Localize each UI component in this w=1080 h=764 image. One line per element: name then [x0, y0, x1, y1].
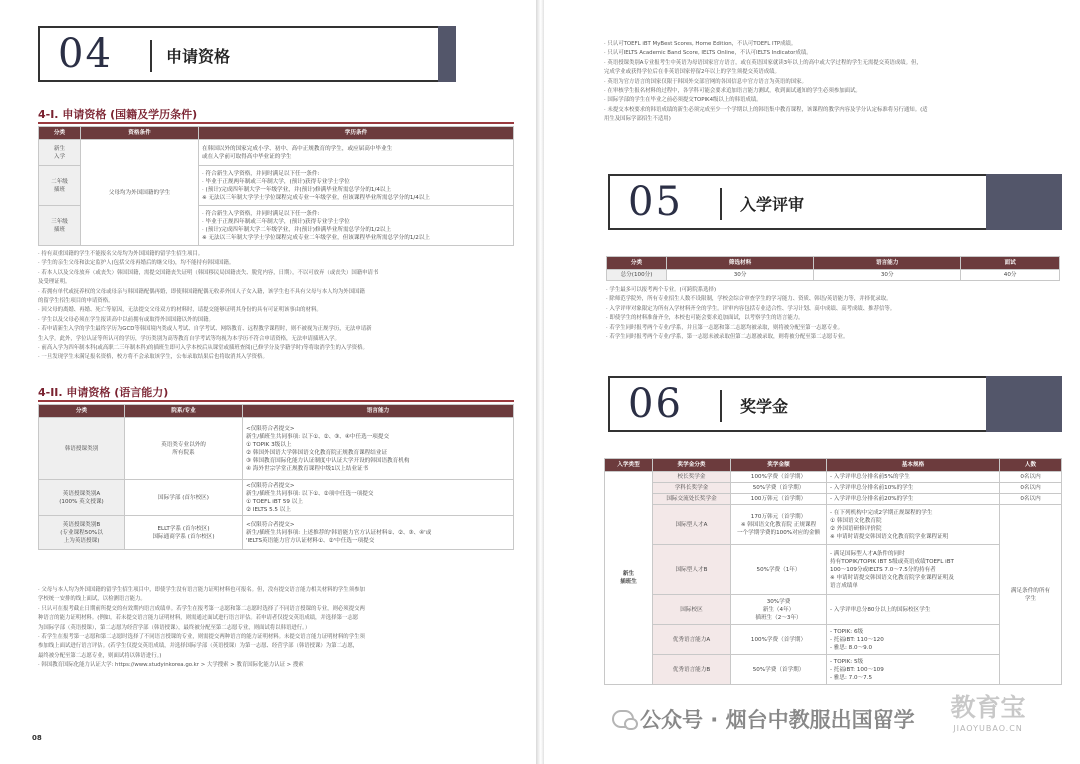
row-category: 韩语授课类别	[39, 418, 125, 480]
scholarship-name: 国际型人才A	[653, 505, 731, 545]
watermark-logo: 教育宝	[950, 693, 1026, 722]
th-scholarship: 奖学金分类	[653, 459, 731, 472]
note-line: · 韩国教育国际化能力认证大学: https://www.studyinkorea.go.kr > 大学搜索 > 教育国际化能力认证 > 搜索	[38, 662, 304, 669]
page-number: 08	[32, 734, 42, 742]
note-line: · 若学生同时报考两个专业/学系，并且第一志愿和第二志愿均被录取，则将被分配至第一志愿专业。	[606, 324, 844, 331]
heading-4-1: 4-I. 申请资格 (国籍及学历条件)	[38, 108, 198, 121]
note-line: · 若拥有单代或抚养权的父母或母亲与韩国籍配偶再婚，即使韩国籍配偶无收养外国人子女入籍，该学生也不具有父母与本人均为外国国籍	[38, 288, 365, 295]
scholarship-people: 0名以内	[1000, 483, 1062, 494]
wechat-watermark	[612, 706, 915, 732]
th-interview: 面试	[961, 257, 1060, 270]
note-line: · 只认可IELTS Academic Band Score, IELTS Online，不认可IELTS Indicator成绩。	[604, 50, 812, 57]
section-title: 奖学金	[740, 397, 789, 416]
language-notes	[38, 586, 514, 671]
scholarship-spec: - 入学评审总分排名前5%的学生	[827, 472, 1000, 483]
scholarship-spec: - TOPIK: 6级 - 托福iBT: 110～120 - 雅思: 8.0～9.0	[827, 625, 1000, 655]
note-line: · 若本人以及父母放弃（或丧失）韩国国籍，需提交国籍丧失证明（韩国移民局国籍丧失、脱党内容，日期），不以可放弃（或丧失）国籍申请书	[38, 269, 379, 276]
row-major: 英语类专业以外的 所有院系	[125, 418, 243, 480]
row-requirement: <仅限符合者提交> 新生/插班生共同事项: 以下①、②、③、④中任选一项提交 ① TOPIK 3级以上 ② 韩国外国语大学韩国语文化教育院正规教育课程结业证 ③ 韩国教育国际化能力认证制度中认证大学开设的韩国语教育机构 ④ 海外世宗学堂正规教育课程中级1以上结业证书	[243, 418, 514, 480]
th-documents: 筛选材料	[667, 257, 814, 270]
section-05-banner	[608, 174, 1062, 230]
th-category: 分类	[607, 257, 667, 270]
people-merged: 满足条件的所有 学生	[1000, 505, 1062, 685]
scholarship-spec: - TOPIK: 5级 - 托福iBT: 100～109 - 雅思: 7.0～7.5	[827, 655, 1000, 685]
row-condition: 在韩国以外的国家完成小学、初中、高中正规教育的学生，或应届高中毕业生 或在入学前可取得高中毕业证的学生	[199, 140, 514, 166]
scholarship-name: 校长奖学金	[653, 472, 731, 483]
scholarship-name: 优秀语言能力A	[653, 625, 731, 655]
section-title: 入学评审	[740, 195, 805, 214]
th-category: 分类	[39, 405, 125, 418]
type-label: 新生 插班生	[605, 472, 653, 685]
scholarship-table	[604, 458, 1062, 685]
right-page	[544, 6, 1072, 758]
th-type: 入学类型	[605, 459, 653, 472]
total-score-label: 总分(100分)	[607, 270, 667, 281]
scholarship-amount: 50%学费（首学期）	[731, 483, 827, 494]
th-spec: 基本规格	[827, 459, 1000, 472]
scholarship-name: 学科长奖学金	[653, 483, 731, 494]
wechat-icon	[612, 710, 634, 728]
section-title: 申请资格	[166, 47, 231, 66]
note-line: · 即使学生的材料准备齐全，本校也可能会要求追加面试，以考察学生的语言能力。	[606, 315, 804, 322]
note-line: · 学生最多可以报考两个专业。(可跨院系选择)	[606, 287, 717, 293]
language-table	[38, 404, 514, 550]
book-spine	[536, 0, 544, 764]
note-line: · 在审核学生报名材料的过程中，各学科可能会要求追加语言能力测试，收到面试通知的学生必须参加面试。	[604, 88, 861, 95]
note-line: 种语言的能力证明材料。(例如，若未提交语言能力证明材料，则需通过面试进行语言评估。若申请者仅提交英语成绩，并选择第一志愿	[38, 615, 359, 622]
site-watermark	[932, 688, 1044, 740]
section-06-banner	[608, 376, 1062, 432]
note-line: 参加线上面试进行语言评估。(若学生仅提交英语成绩，并选择国际学部（英语授课）为第一志愿、经营学部（韩语授课）为第二志愿，	[38, 643, 359, 650]
section-number: 06	[628, 381, 683, 427]
scholarship-name: 国际校区	[653, 595, 731, 625]
interview-score: 40分	[961, 270, 1060, 281]
note-line: · 未提交本校要求的韩语成绩的新生必须完成至少一个学期以上的韩语集中教育课程，该课程的教学内容及学分认定标准将另行通知。(适	[604, 106, 928, 113]
note-line: · 父母与本人均为外国国籍的留学生招生项目中，即使学生没有语言能力证明材料也可报名。但，没有提交语言能力相关材料的学生须参加	[38, 587, 365, 593]
note-line: 完成学业或获得学位后在非英语国家停留2年以上的学生须提交英语成绩。	[604, 69, 780, 76]
row-requirement: <仅限符合者提交> 新生/插班生共同事项: 上述推荐的'韩语能力官方认证材料①、②、③、④'或 'IELTS英语能力官方认证材料①、②'中任选一项提交	[243, 516, 514, 550]
note-line: 学校统一安排的线上面试，以检测语言能力。	[38, 596, 146, 603]
section-number: 04	[58, 31, 113, 77]
note-line: 生入学。此外，学位认证等所认可的学历，学历类别为高等教育自学考试等均视为本学历不符合申请资格，无法申请插班入学。	[38, 335, 340, 342]
eligibility-table	[38, 126, 514, 246]
row-condition: · 符合新生入学资格，并同时满足以下任一条件: · 毕业于正规四年制或三年制大学，(预计)获得专业学士学位 · (预计)完成四年制大学二年级学业，并(预计)修满毕业所需总学分的1/2以上 ※ 无法以三年制大学学士学位课程完成专业二年级学业，但该课程毕业所需总学分的1/2以上	[199, 206, 514, 246]
note-line: · 若学生在报考第一志愿和第二志愿时选择了不同语言授课的专业，则需提交两种语言的能力证明材料。未提交语言能力证明材料的学生须	[38, 634, 365, 641]
note-line: · 一旦发现学生未满足报名资格，校方将不会录取该学生，公布录取结果后也将取消其入学资格。	[38, 354, 268, 361]
note-line: 最终被分配至第二志愿专业，则面试将以韩语进行。)	[38, 652, 162, 659]
note-line: · 只认可在报考截止日期前所提交的有效期内语言成绩单。若学生在报考第一志愿和第二志愿时选择了不同语言授课的专业，则必须提交两	[38, 605, 365, 612]
watermark-text: 公众号 · 烟台中教服出国留学	[640, 708, 915, 732]
note-line: · 学生的亲生父母和法定监护人(包括父母再婚后的继父母)，均不能持有韩国国籍。	[38, 260, 235, 267]
scholarship-amount: 170万韩元（首学期） ※ 韩国语文化教育院 正规课程 一个学期学费的100%对应的金额	[731, 505, 827, 545]
th-language: 语言能力	[243, 405, 514, 418]
heading-4-2: 4-II. 申请资格 (语言能力)	[38, 386, 169, 399]
row-major: ELLT学系 (首尔校区) 国际通商学系 (首尔校区)	[125, 516, 243, 550]
scholarship-name: 优秀语言能力B	[653, 655, 731, 685]
note-line: · 国际学部的学生在毕业之前必须提交TOPIK4级以上的韩语成绩。	[604, 97, 762, 104]
eligibility-notes	[38, 250, 514, 363]
scholarship-spec: - 在下列机构中完成2学期正规课程的学生 ① 韩国语文化教育院 ② 外国语研修评价院 ※ 申请时请提交韩国语文化教育院学业课程证明	[827, 505, 1000, 545]
note-line: · 入学评审对象限定为所有入学材料齐全的学生。评审内容包括专业适合性、学习计划、高中成绩、高考成绩、推荐信等。	[606, 305, 896, 312]
evaluation-notes	[606, 286, 1062, 342]
condition-cell: 父母均为外国国籍的学生	[81, 140, 199, 246]
scholarship-name: 国际交流处长奖学金	[653, 494, 731, 505]
language-score: 30分	[814, 270, 961, 281]
row-category: 三年级 插班	[39, 206, 81, 246]
note-line: · 持有双重国籍的学生不能报名父母均为外国国籍的留学生招生项目。	[38, 251, 204, 257]
scholarship-people: 0名以内	[1000, 494, 1062, 505]
th-people: 人数	[1000, 459, 1062, 472]
top-notes	[604, 40, 1064, 125]
documents-score: 30分	[667, 270, 814, 281]
watermark-site: JIAOYUBAO.CN	[953, 724, 1023, 733]
scholarship-amount: 100%学费（首学期）	[731, 625, 827, 655]
scholarship-amount: 30%学费 新生（4年） 插班生（2～3年）	[731, 595, 827, 625]
note-line: 为国际学部（英语授课），第二志愿为经营学部（韩语授课），最终被分配至第二志愿专业，则面试将以韩语进行。）	[38, 624, 311, 631]
scholarship-spec: - 入学评审总分排名前10%的学生	[827, 483, 1000, 494]
left-page	[8, 6, 536, 758]
note-line: · 因父母的离婚、再婚、死亡等原因，无法提交父母双方的材料时，请提交能够证明其身份的具有可证明该事由的材料。	[38, 307, 322, 314]
scholarship-amount: 100万韩元（首学期）	[731, 494, 827, 505]
note-line: 及受理证明。	[38, 279, 71, 286]
th-condition: 资格条件	[81, 127, 199, 140]
scholarship-amount: 50%学费（1年）	[731, 545, 827, 595]
scholarship-people: 0名以内	[1000, 472, 1062, 483]
th-language: 语言能力	[814, 257, 961, 270]
row-category: 英语授课类别A (100% 英文授课)	[39, 480, 125, 516]
note-line: · 学生以及父母必须在学生报读高中以前拥有或取得外国国籍以外的国籍。	[38, 316, 214, 323]
note-line: · 英语授课类别A专业报考生中英语为母语国家官方语言，或在英语国家就读3年以上的高中或大学过程的学生无需提交英语成绩。但，	[604, 59, 922, 66]
th-major: 院系/专业	[125, 405, 243, 418]
row-category: 新生 入学	[39, 140, 81, 166]
scholarship-name: 国际型人才B	[653, 545, 731, 595]
row-category: 英语授课类别B (专业课程50%以 上为英语授课)	[39, 516, 125, 550]
th-education: 学历条件	[199, 127, 514, 140]
note-line: · 只认可TOEFL iBT MyBest Scores, Home Edition，不认可TOEFL ITP成绩。	[604, 41, 797, 47]
note-line: · 除师范学院外，所有专业招生人数不设限制，学校会综合审查学生的学习能力、资质、韩语/英语能力等，并择优录取。	[606, 296, 892, 303]
section-04-banner	[38, 26, 456, 82]
scholarship-spec: - 入学评审总分排名前20%的学生	[827, 494, 1000, 505]
scholarship-spec: - 入学评审总分80分以上的国际校区学生	[827, 595, 1000, 625]
note-line: · 英语为官方语言的国家仅限于韩国外交部官网的各国信息中官方语言为英语的国家。	[604, 78, 807, 85]
row-category: 二年级 插班	[39, 166, 81, 206]
row-condition: · 符合新生入学资格，并同时满足以下任一条件: · 毕业于正规两年制或三年制大学，(预计)获得专业学士学位 · (预计)完成四年制大学一年级学业，并(预计)修满毕业所需总学分的1/4以上 ※ 无法以三年制大学学士学位课程完成专业一年级学业，但该课程毕业所需总学分的1/4以上	[199, 166, 514, 206]
section-number: 05	[628, 179, 683, 225]
note-line: · 前高入学为四年制本科(或高职二三年制本科)的插班生即可入学本校后从课堂或插班查阅(已修学分及学籍学时)等将取消学生的入学资格。	[38, 345, 368, 352]
scholarship-spec: - 满足国际型人才A条件的同时 持有TOPIK/TOPIK IBT 5级或英语成绩TOEFL iBT 100～109分或IELTS 7.0～7.5分的持有者 ※ 申请时请提交韩国语文化教育院学业课程证明及 语言成绩单	[827, 545, 1000, 595]
note-line: · 若申请新生入学的学生最终学历为GCD等韩国境内类或人考试、自学考试、网络教育、远程教学课程时，则不被视为正规学历，无法申请新	[38, 326, 372, 333]
note-line: · 若学生同时报考两个专业/学系，第一志愿未被录取但第二志愿被录取，则将被分配至第二志愿专业。	[606, 334, 849, 341]
scholarship-amount: 50%学费（首学期）	[731, 655, 827, 685]
th-category: 分类	[39, 127, 81, 140]
row-requirement: <仅限符合者提交> 新生/插班生共同事项: 以下①、②项中任选一项提交 ① TOEFL iBT 59 以上 ② IELTS 5.5 以上	[243, 480, 514, 516]
row-major: 国际学部 (首尔校区)	[125, 480, 243, 516]
note-line: 的留学生招生项目的申请资格。	[38, 298, 114, 305]
note-line: 用生及国际学部招生不适用)	[604, 116, 671, 123]
th-amount: 奖学金额	[731, 459, 827, 472]
evaluation-table	[606, 256, 1060, 281]
scholarship-amount: 100%学费（首学期）	[731, 472, 827, 483]
